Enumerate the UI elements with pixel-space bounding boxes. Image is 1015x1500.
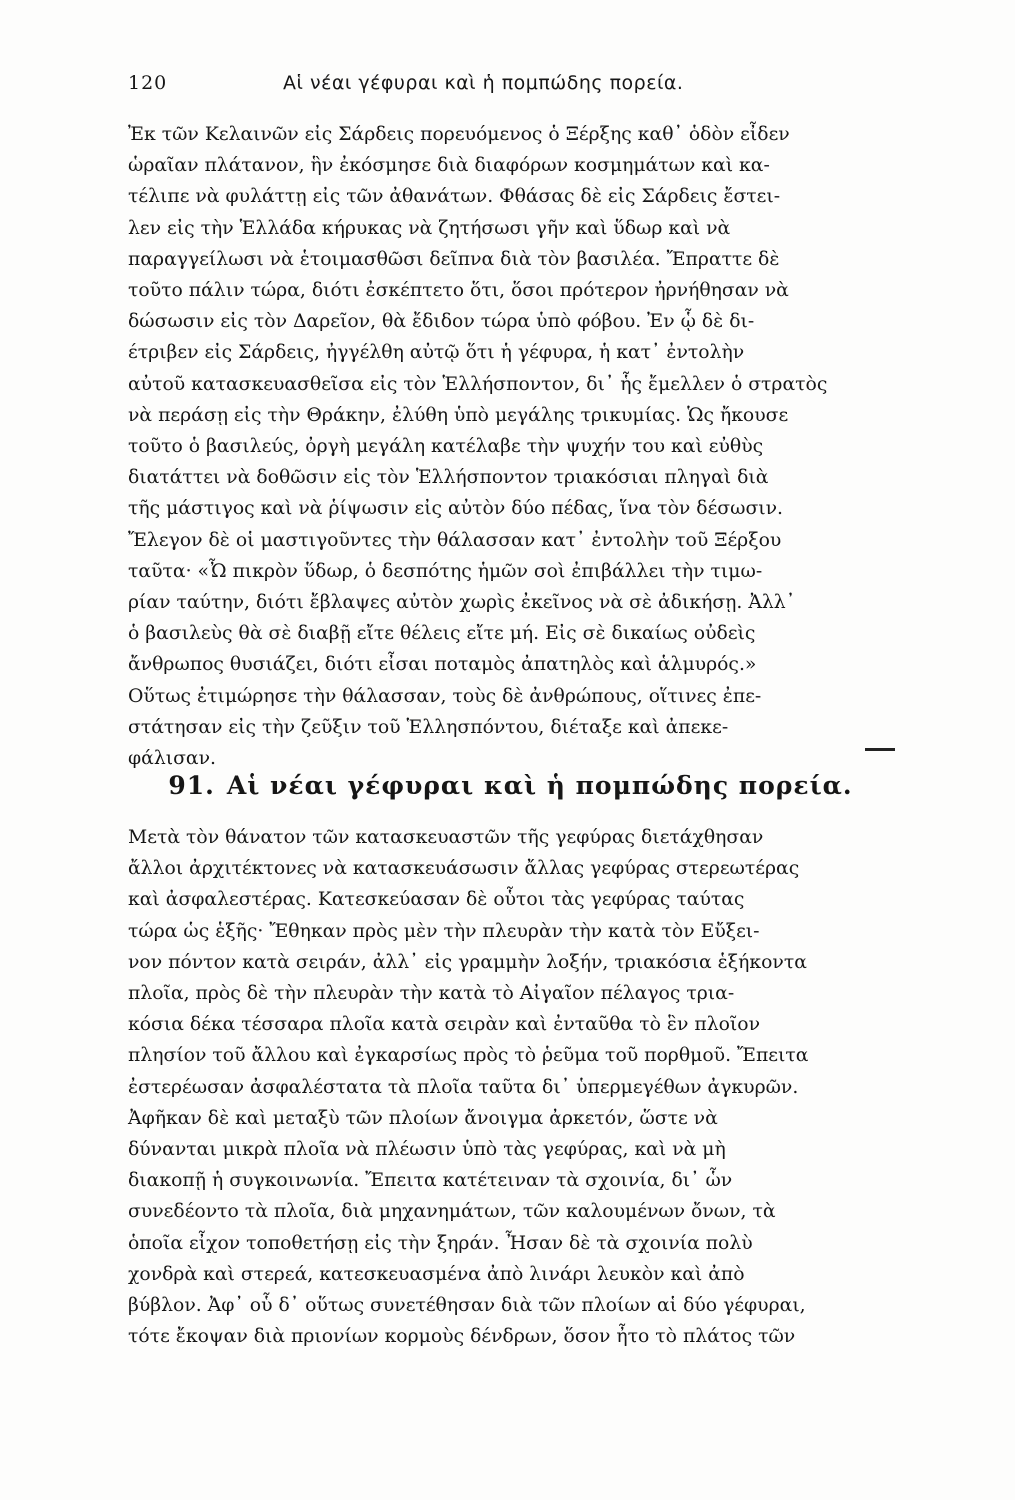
text-line: ὡραῖαν πλάτανον, ἣν ἐκόσμησε διὰ διαφόρων κοσμημάτων καὶ κα-	[128, 155, 770, 177]
text-line: συνεδέοντο τὰ πλοῖα, διὰ μηχανημάτων, τῶν καλουμένων ὄνων, τὰ	[128, 1201, 776, 1223]
text-line: φάλισαν.	[128, 748, 216, 770]
text-line: κόσια δέκα τέσσαρα πλοῖα κατὰ σειρὰν καὶ ἐνταῦθα τὸ ἓν πλοῖον	[128, 1014, 760, 1036]
text-line: ἐστερέωσαν ἀσφαλέστατα τὰ πλοῖα ταῦτα δι᾽ ὑπερμεγέθων ἀγκυρῶν.	[128, 1076, 799, 1098]
text-line: δύνανται μικρὰ πλοῖα νὰ πλέωσιν ὑπὸ τὰς γεφύρας, καὶ νὰ μὴ	[128, 1139, 726, 1161]
text-line: ἄλλοι ἀρχιτέκτονες νὰ κατασκευάσωσιν ἄλλας γεφύρας στερεωτέρας	[128, 858, 800, 880]
page-number: 120	[128, 72, 168, 94]
text-line: Ἐκ τῶν Κελαινῶν εἰς Σάρδεις πορευόμενος ὁ Ξέρξης καθ᾽ ὁδὸν εἶδεν	[128, 124, 790, 145]
text-line: ταῦτα· «Ὦ πικρὸν ὕδωρ, ὁ δεσπότης ἡμῶν σοὶ ἐπιβάλλει τὴν τιμω-	[128, 560, 763, 582]
text-line: πλησίον τοῦ ἄλλου καὶ ἐγκαρσίως πρὸς τὸ ῥεῦμα τοῦ πορθμοῦ. Ἔπειτα	[128, 1045, 809, 1067]
text-line: τότε ἔκοψαν διὰ πριονίων κορμοὺς δένδρων, ὅσον ἦτο τὸ πλάτος τῶν	[128, 1326, 796, 1348]
text-line: νὰ περάσῃ εἰς τὴν Θράκην, ἐλύθη ὑπὸ μεγάλης τρικυμίας. Ὡς ἤκουσε	[128, 404, 789, 426]
printer-mark	[865, 748, 895, 751]
text-line: νον πόντον κατὰ σειράν, ἀλλ᾽ εἰς γραμμὴν λοξήν, τριακόσια ἑξήκοντα	[128, 951, 807, 973]
text-line: διακοπῇ ἡ συγκοινωνία. Ἔπειτα κατέτειναν τὰ σχοινία, δι᾽ ὧν	[128, 1170, 733, 1192]
text-line: πλοῖα, πρὸς δὲ τὴν πλευρὰν τὴν κατὰ τὸ Αἰγαῖον πέλαγος τρια-	[128, 983, 735, 1005]
running-header	[128, 72, 893, 102]
text-line: τοῦτο πάλιν τώρα, διότι ἐσκέπτετο ὅτι, ὅσοι πρότερον ἠρνήθησαν νὰ	[128, 280, 789, 302]
paragraph-new-bridges	[128, 822, 893, 1352]
text-line: λεν εἰς τὴν Ἑλλάδα κήρυκας νὰ ζητήσωσι γῆν καὶ ὕδωρ καὶ νὰ	[128, 217, 731, 239]
text-line: ὁποῖα εἶχον τοποθετήσῃ εἰς τὴν ξηράν. Ἦσαν δὲ τὰ σχοινία πολὺ	[128, 1232, 753, 1254]
text-line: τῆς μάστιγος καὶ νὰ ῥίψωσιν εἰς αὐτὸν δύο πέδας, ἵνα τὸν δέσωσιν.	[128, 498, 784, 520]
text-line: χονδρὰ καὶ στερεά, κατεσκευασμένα ἀπὸ λινάρι λευκὸν καὶ ἀπὸ	[128, 1263, 745, 1285]
text-line: τέλιπε νὰ φυλάττῃ εἰς τῶν ἀθανάτων. Φθάσας δὲ εἰς Σάρδεις ἔστει-	[128, 186, 781, 208]
paragraph-xerxes-sardis	[128, 119, 893, 774]
text-line: βύβλον. Ἀφ᾽ οὗ δ᾽ οὕτως συνετέθησαν διὰ τῶν πλοίων αἱ δύο γέφυραι,	[128, 1295, 806, 1317]
text-line: Μετὰ τὸν θάνατον τῶν κατασκευαστῶν τῆς γεφύρας διετάχθησαν	[128, 827, 764, 848]
text-line: ρίαν ταύτην, διότι ἔβλαψες αὐτὸν χωρὶς ἐκεῖνος νὰ σὲ ἀδικήσῃ. Ἀλλ᾽	[128, 592, 796, 614]
section-title: Αἱ νέαι γέφυραι καὶ ἡ πομπώδης πορεία.	[226, 771, 853, 800]
section-heading	[128, 771, 893, 807]
text-line: αὐτοῦ κατασκευασθεῖσα εἰς τὸν Ἑλλήσποντον, δι᾽ ἧς ἔμελλεν ὁ στρατὸς	[128, 373, 828, 395]
text-line: δώσωσιν εἰς τὸν Δαρεῖον, θὰ ἔδιδον τώρα ὑπὸ φόβου. Ἐν ᾧ δὲ δι-	[128, 311, 755, 333]
text-line: έτριβεν εἰς Σάρδεις, ἠγγέλθη αὐτῷ ὅτι ἡ γέφυρα, ἡ κατ᾽ ἐντολὴν	[128, 342, 745, 364]
text-line: διατάττει νὰ δοθῶσιν εἰς τὸν Ἑλλήσποντον τριακόσιαι πληγαὶ διὰ	[128, 467, 769, 489]
text-line: Ἀφῆκαν δὲ καὶ μεταξὺ τῶν πλοίων ἄνοιγμα ἀρκετόν, ὥστε νὰ	[128, 1107, 718, 1129]
text-line: στάτησαν εἰς τὴν ζεῦξιν τοῦ Ἑλλησπόντου, διέταξε καὶ ἀπεκε-	[128, 716, 729, 738]
text-line: Οὕτως ἐτιμώρησε τὴν θάλασσαν, τοὺς δὲ ἀνθρώπους, οἵτινες ἐπε-	[128, 685, 762, 707]
running-title: Αἱ νέαι γέφυραι καὶ ἡ πομπώδης πορεία.	[283, 72, 684, 94]
text-line: ἄνθρωπος θυσιάζει, διότι εἶσαι ποταμὸς ἀπατηλὸς καὶ ἁλμυρός.»	[128, 654, 757, 676]
text-line: καὶ ἀσφαλεστέρας. Κατεσκεύασαν δὲ οὗτοι τὰς γεφύρας ταύτας	[128, 889, 745, 911]
text-line: Ἔλεγον δὲ οἱ μαστιγοῦντες τὴν θάλασσαν κατ᾽ ἐντολὴν τοῦ Ξέρξου	[128, 529, 782, 551]
text-line: παραγγείλωσι νὰ ἑτοιμασθῶσι δεῖπνα διὰ τὸν βασιλέα. Ἔπραττε δὲ	[128, 248, 780, 270]
text-line: τοῦτο ὁ βασιλεύς, ὀργὴ μεγάλη κατέλαβε τὴν ψυχήν του καὶ εὐθὺς	[128, 436, 764, 458]
section-number: 91.	[168, 771, 215, 800]
text-line: τώρα ὡς ἑξῆς· Ἔθηκαν πρὸς μὲν τὴν πλευρὰν τὴν κατὰ τὸν Εὔξει-	[128, 920, 760, 942]
text-line: ὁ βασιλεὺς θὰ σὲ διαβῇ εἴτε θέλεις εἴτε μή. Εἰς σὲ δικαίως οὐδεὶς	[128, 623, 756, 645]
